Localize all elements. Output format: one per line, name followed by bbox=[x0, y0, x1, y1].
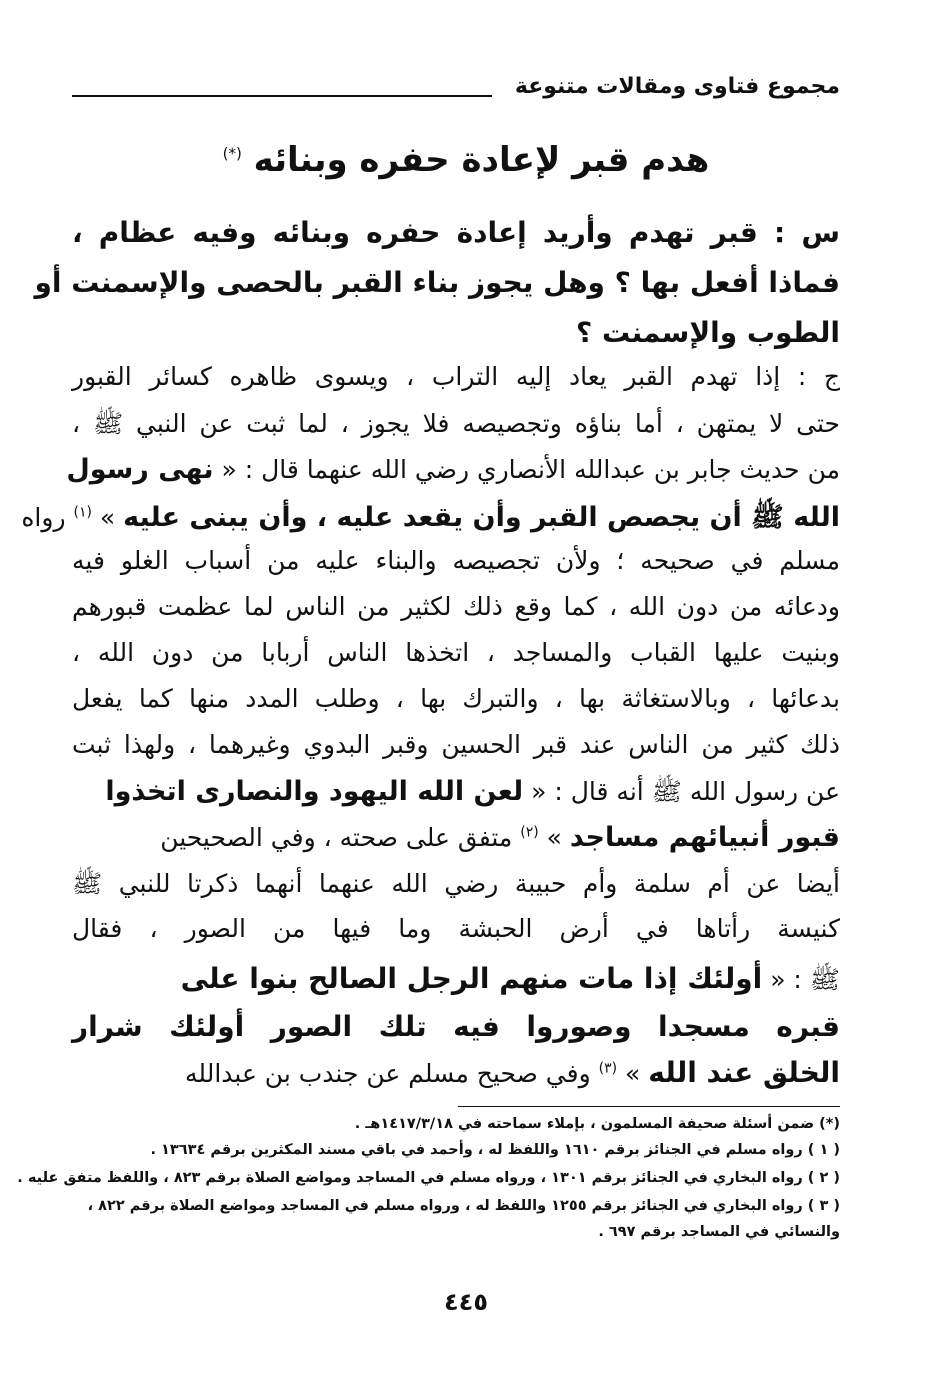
running-header: مجموع فتاوى ومقالات متنوعة bbox=[514, 74, 840, 99]
answer-text: من حديث جابر بن عبدالله الأنصاري رضي الله عنهما قال : « bbox=[221, 455, 840, 484]
footnote-ref-1: (١) bbox=[73, 504, 92, 521]
question-line-3: الطوب والإسمنت ؟ bbox=[575, 316, 840, 349]
footnote-title: (*) ضمن أسئلة صحيفة المسلمون ، بإملاء سماحته في ١٤١٧/٣/١٨هـ . bbox=[354, 1116, 840, 1132]
answer-line-10 bbox=[72, 776, 840, 813]
answer-line-12: أيضا عن أم سلمة وأم حبيبة رضي الله عنهما أنهما ذكرتا للنبي ﷺ bbox=[72, 869, 840, 898]
article-title bbox=[0, 140, 932, 180]
header-rule bbox=[72, 95, 492, 97]
answer-text: وفي صحيح مسلم عن جندب بن عبدالله bbox=[185, 1059, 591, 1088]
footnote-ref-3: (٣) bbox=[598, 1060, 618, 1077]
answer-line-11 bbox=[72, 822, 840, 853]
hadith-text: الله ﷺ أن يجصص القبر وأن يقعد عليه ، وأن يبنى عليه bbox=[123, 502, 840, 533]
answer-text: عن رسول الله ﷺ أنه قال : « bbox=[531, 777, 840, 806]
hadith-text: أولئك إذا مات منهم الرجل الصالح بنوا على bbox=[180, 962, 763, 995]
answer-line-3 bbox=[66, 454, 840, 485]
footnote-2: ( ٢ ) رواه البخاري في الجنائز برقم ١٣٠١ ، ورواه مسلم في المساجد ومواضع الصلاة برقم ٨٢٣ ، واللفظ متفق عليه . bbox=[17, 1170, 840, 1186]
answer-text: ﷺ : « bbox=[770, 965, 840, 994]
hadith-text: نهى رسول bbox=[66, 454, 214, 485]
footnote-rule bbox=[458, 1106, 840, 1107]
answer-line-15: قبره مسجدا وصوروا فيه تلك الصور أولئك شرار bbox=[72, 1010, 840, 1043]
footnote-3-continued: والنسائي في المساجد برقم ٦٩٧ . bbox=[598, 1224, 840, 1240]
answer-line-9: ذلك كثير من الناس عند قبر الحسين وقبر البدوي وغيرهما ، ولهذا ثبت bbox=[72, 730, 840, 759]
answer-line-4 bbox=[21, 500, 840, 540]
answer-line-7: وبنيت عليها القباب والمساجد ، اتخذها الناس أربابا من دون الله ، bbox=[72, 638, 840, 667]
answer-text: » bbox=[546, 823, 562, 852]
answer-text: » bbox=[625, 1059, 641, 1088]
answer-line-5: مسلم في صحيحه ؛ ولأن تجصيصه والبناء عليه من أسباب الغلو فيه bbox=[72, 546, 840, 575]
answer-text: رواه bbox=[21, 503, 66, 532]
hadith-text: لعن الله اليهود والنصارى اتخذوا bbox=[105, 776, 524, 807]
footnote-3: ( ٣ ) رواه البخاري في الجنائز برقم ١٢٥٥ واللفظ له ، ورواه مسلم في المساجد ومواضع الصلاة برقم ٨٢٢ ، bbox=[87, 1198, 840, 1214]
hadith-text: قبور أنبيائهم مساجد bbox=[569, 822, 840, 853]
answer-line-8: بدعائها ، وبالاستغاثة بها ، والتبرك بها ، وطلب المدد منها كما يفعل bbox=[72, 684, 840, 713]
answer-line-1: ج : إذا تهدم القبر يعاد إليه التراب ، ويسوى ظاهره كسائر القبور bbox=[72, 362, 840, 391]
answer-line-14 bbox=[72, 962, 840, 1001]
question-line-2: فماذا أفعل بها ؟ وهل يجوز بناء القبر بالحصى والإسمنت أو bbox=[34, 266, 840, 299]
footnote-ref-2: (٢) bbox=[520, 824, 539, 841]
answer-line-2: حتى لا يمتهن ، أما بناؤه وتجصيصه فلا يجوز ، لما ثبت عن النبي ﷺ ، bbox=[72, 409, 840, 438]
answer-line-6: ودعائه من دون الله ، كما وقع ذلك لكثير من الناس لما عظمت قبورهم bbox=[72, 592, 840, 621]
answer-line-13: كنيسة رأتاها في أرض الحبشة وما فيها من الصور ، فقال bbox=[72, 914, 840, 943]
page-number: ٤٤٥ bbox=[444, 1288, 488, 1316]
question-line-1: س : قبر تهدم وأريد إعادة حفره وبنائه وفيه عظام ، bbox=[72, 216, 840, 249]
answer-text: » bbox=[99, 503, 116, 532]
title-footnote-marker: (*) bbox=[222, 144, 242, 163]
footnote-1: ( ١ ) رواه مسلم في الجنائز برقم ١٦١٠ واللفظ له ، وأحمد في باقي مسند المكثرين برقم ١٣٦٣٤ . bbox=[150, 1142, 840, 1158]
answer-line-16 bbox=[72, 1056, 840, 1089]
hadith-text: الخلق عند الله bbox=[648, 1056, 840, 1089]
article-title-text: هدم قبر لإعادة حفره وبنائه bbox=[253, 140, 710, 180]
answer-text: متفق على صحته ، وفي الصحيحين bbox=[160, 823, 513, 852]
